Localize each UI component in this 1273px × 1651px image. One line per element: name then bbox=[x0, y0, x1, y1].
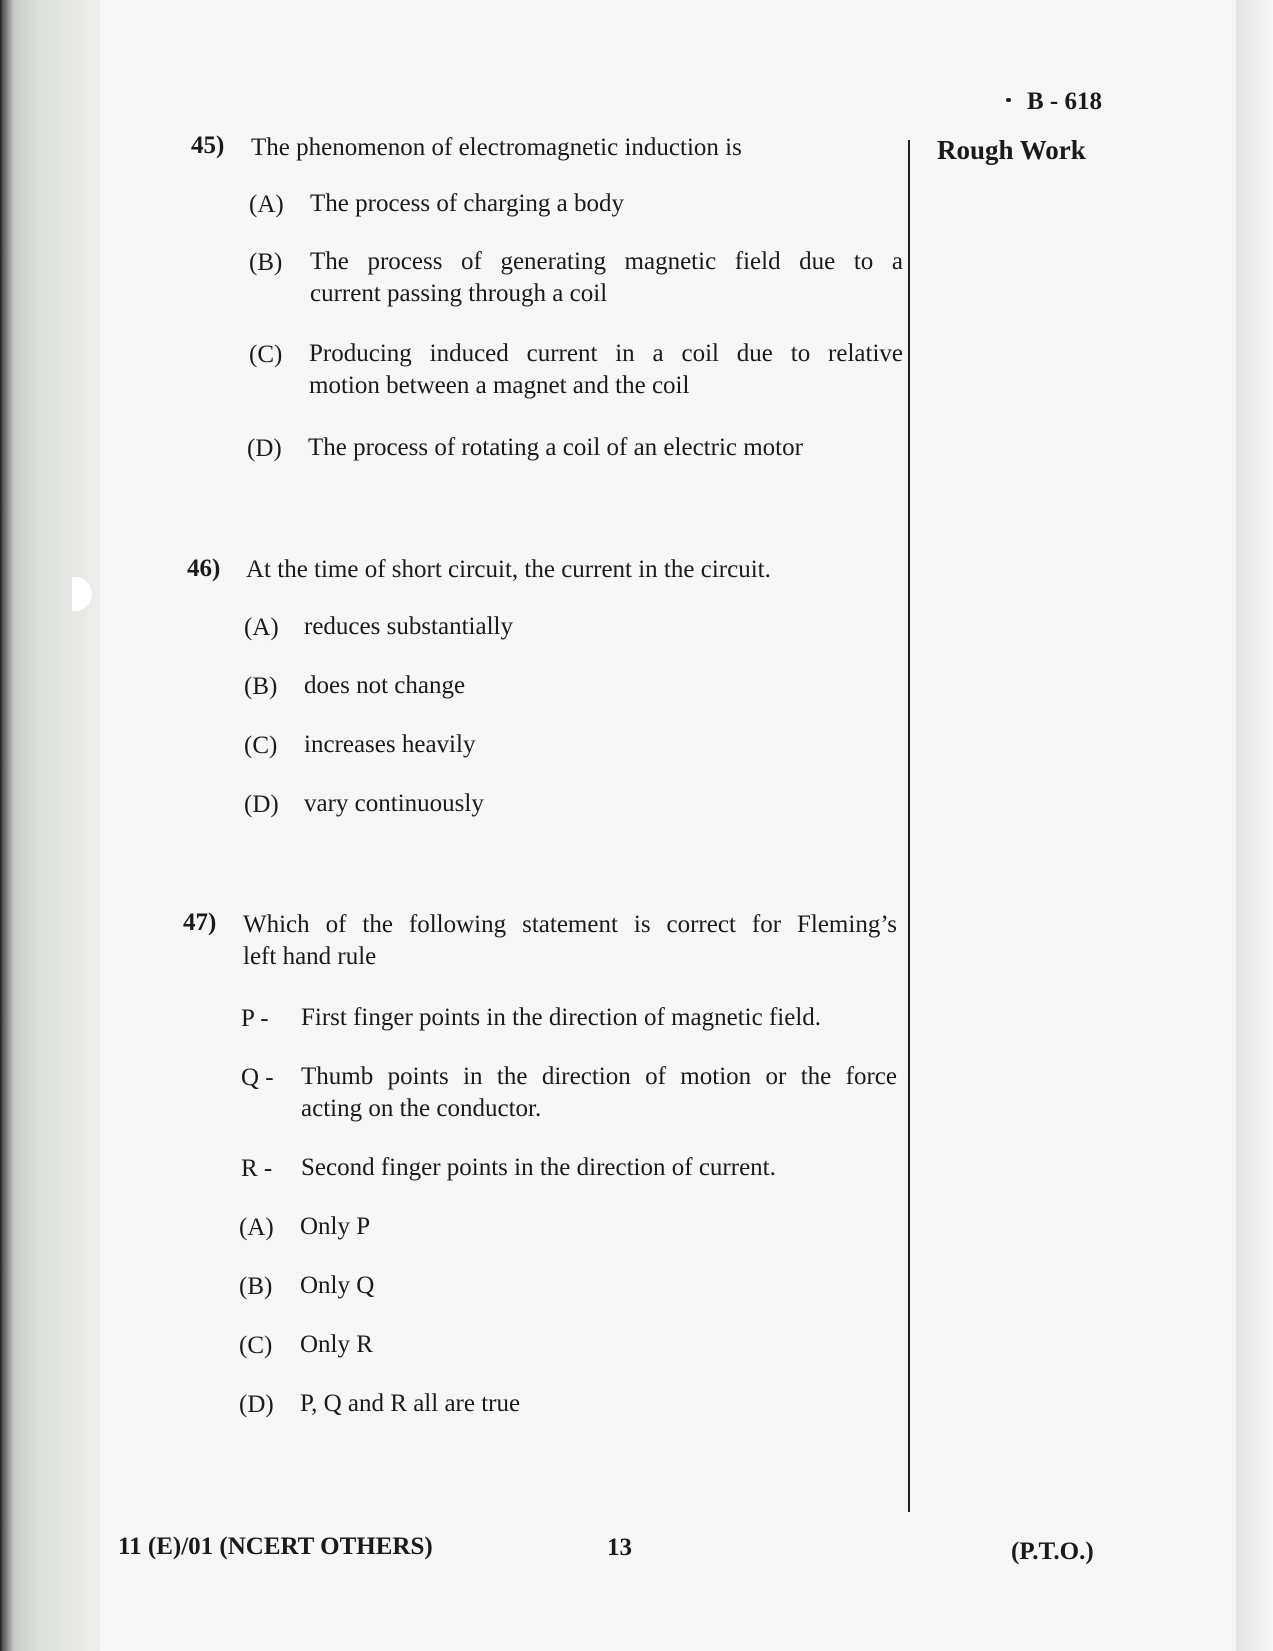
option-letter: (A) bbox=[239, 1214, 274, 1241]
option-letter: (D) bbox=[244, 791, 279, 818]
rough-work-divider bbox=[908, 140, 910, 1512]
header-dot bbox=[1006, 98, 1011, 102]
option-letter: (B) bbox=[244, 673, 278, 700]
option-text: reduces substantially bbox=[304, 613, 513, 640]
option-text: The process of generating magnetic field due to a bbox=[310, 248, 903, 275]
question-number: 45) bbox=[191, 132, 225, 159]
page-number: 13 bbox=[607, 1534, 632, 1561]
paper-code: B - 618 bbox=[1027, 88, 1102, 115]
option-text: The process of rotating a coil of an electric motor bbox=[308, 434, 803, 461]
question-number: 46) bbox=[187, 555, 221, 582]
option-text: increases heavily bbox=[304, 731, 476, 758]
question-text: At the time of short circuit, the current in the circuit. bbox=[246, 556, 771, 583]
option-text: vary continuously bbox=[304, 790, 484, 817]
option-letter: (B) bbox=[239, 1273, 273, 1300]
option-text: does not change bbox=[304, 672, 466, 699]
option-letter: (D) bbox=[239, 1391, 274, 1418]
statement-text: Thumb points in the direction of motion or the force bbox=[301, 1063, 897, 1090]
option-text: Only Q bbox=[300, 1272, 375, 1299]
statement-letter: P - bbox=[241, 1005, 269, 1032]
footer-subject-code: 11 (E)/01 (NCERT OTHERS) bbox=[118, 1533, 433, 1560]
question-text-continued: left hand rule bbox=[243, 943, 377, 970]
option-text: Only R bbox=[300, 1331, 373, 1358]
option-letter: (C) bbox=[249, 341, 283, 368]
option-letter: (D) bbox=[247, 435, 282, 462]
option-letter: (C) bbox=[239, 1332, 273, 1359]
option-text-continued: current passing through a coil bbox=[310, 280, 608, 307]
statement-text: First finger points in the direction of magnetic field. bbox=[301, 1004, 822, 1031]
option-letter: (A) bbox=[244, 614, 279, 641]
scan-left-edge bbox=[0, 0, 100, 1651]
option-text: P, Q and R all are true bbox=[300, 1390, 521, 1417]
option-text: Producing induced current in a coil due to relative bbox=[309, 340, 903, 367]
statement-letter: R - bbox=[241, 1155, 273, 1182]
option-text: Only P bbox=[300, 1213, 371, 1240]
option-letter: (A) bbox=[249, 191, 284, 218]
statement-letter: Q - bbox=[241, 1064, 274, 1091]
option-text-continued: motion between a magnet and the coil bbox=[309, 372, 690, 399]
option-letter: (C) bbox=[244, 732, 278, 759]
question-number: 47) bbox=[183, 909, 217, 936]
statement-text-continued: acting on the conductor. bbox=[301, 1095, 542, 1122]
statement-text: Second finger points in the direction of current. bbox=[301, 1154, 776, 1181]
rough-work-heading: Rough Work bbox=[937, 135, 1086, 165]
option-text: The process of charging a body bbox=[310, 190, 625, 217]
option-letter: (B) bbox=[249, 249, 283, 276]
please-turn-over: (P.T.O.) bbox=[1011, 1538, 1094, 1565]
question-text: Which of the following statement is correct for Fleming’s bbox=[243, 911, 897, 938]
question-text: The phenomenon of electromagnetic induction is bbox=[251, 134, 742, 161]
scan-right-edge bbox=[1236, 0, 1273, 1651]
